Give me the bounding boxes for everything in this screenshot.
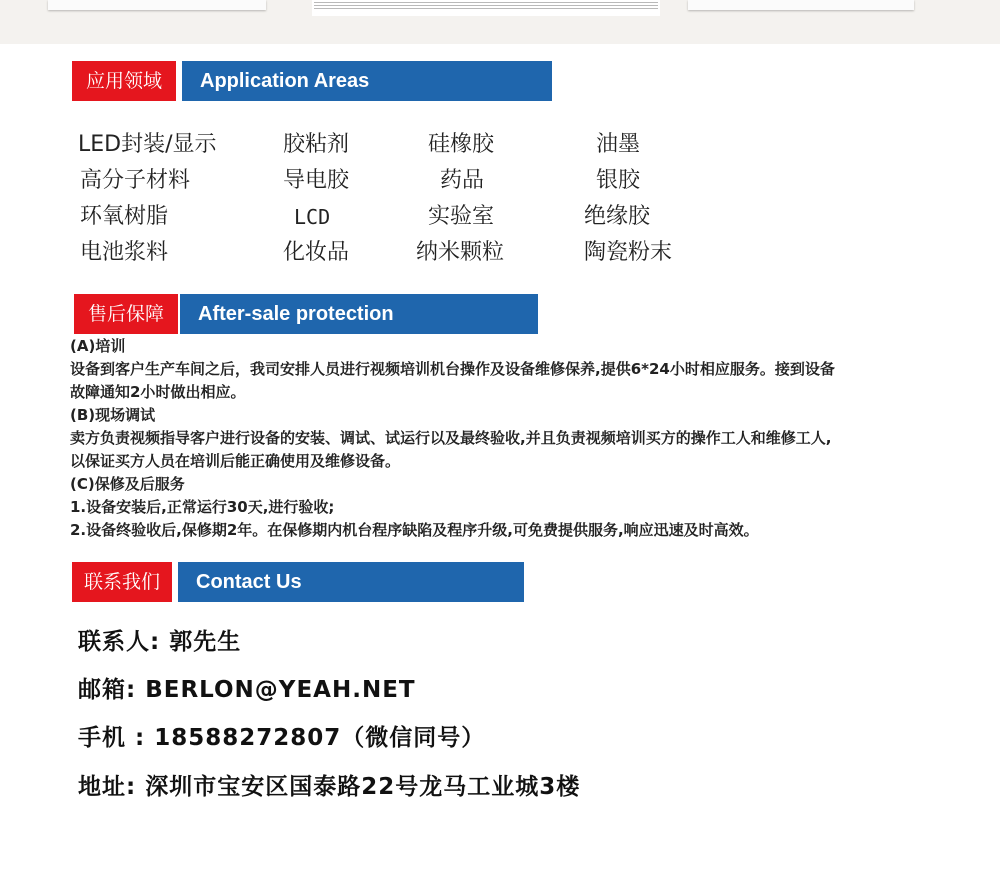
aftersale-line: 1.设备安装后,正常运行30天,进行验收; (70, 498, 335, 516)
contact-phone: 手机 : 18588272807（微信同号） (78, 725, 486, 751)
aftersale-line: 设备到客户生产车间之后，我司安排人员进行视频培训机台操作及设备维修保养,提供6*24小时相应服务。接到设备 (70, 360, 835, 378)
aftersale-line: 卖方负责视频指导客户进行设备的安装、调试、试运行以及最终验收,并且负责视频培训买方的操作工人和维修工人, (70, 429, 832, 447)
application-header (72, 61, 552, 101)
app-item: 导电胶 (283, 168, 350, 193)
aftersale-line: 故障通知2小时做出相应。 (70, 383, 246, 401)
app-item: 药品 (440, 168, 485, 193)
app-item: 环氧树脂 (80, 204, 169, 229)
app-item: 绝缘胶 (584, 204, 651, 229)
app-item: 硅橡胶 (428, 132, 495, 157)
aftersale-header (74, 294, 538, 334)
application-cn-title: 应用领域 (72, 61, 176, 101)
aftersale-line: 2.设备终验收后,保修期2年。在保修期内机台程序缺陷及程序升级,可免费提供服务,响应迅速及时高效。 (70, 521, 759, 539)
app-item: 纳米颗粒 (416, 240, 505, 265)
product-card-left (48, 0, 266, 10)
app-item: LCD (294, 205, 331, 229)
app-item: 银胶 (596, 168, 641, 193)
fine-print-image (312, 0, 660, 16)
app-item: LED封装/显示 (78, 132, 217, 157)
aftersale-line: 以保证买方人员在培训后能正确使用及维修设备。 (70, 452, 401, 470)
app-item: 实验室 (428, 204, 495, 229)
contact-cn-title: 联系我们 (72, 562, 172, 602)
aftersale-line: (C)保修及后服务 (70, 475, 185, 493)
top-image-strip (0, 0, 1000, 44)
contact-address: 地址: 深圳市宝安区国泰路22号龙马工业城3楼 (78, 774, 581, 800)
contact-header (72, 562, 524, 602)
aftersale-cn-title: 售后保障 (74, 294, 178, 334)
app-item: 化妆品 (283, 240, 350, 265)
app-item: 高分子材料 (80, 168, 191, 193)
aftersale-line: (B)现场调试 (70, 406, 156, 424)
aftersale-line: (A)培训 (70, 337, 126, 355)
application-en-title: Application Areas (182, 61, 552, 101)
product-card-right (688, 0, 914, 10)
app-item: 胶粘剂 (283, 132, 350, 157)
contact-email: 邮箱: BERLON@YEAH.NET (78, 677, 416, 703)
contact-person: 联系人: 郭先生 (78, 629, 242, 655)
app-item: 电池浆料 (80, 240, 169, 265)
app-item: 陶瓷粉末 (584, 240, 673, 265)
aftersale-en-title: After-sale protection (180, 294, 538, 334)
contact-en-title: Contact Us (178, 562, 524, 602)
app-item: 油墨 (596, 132, 641, 157)
